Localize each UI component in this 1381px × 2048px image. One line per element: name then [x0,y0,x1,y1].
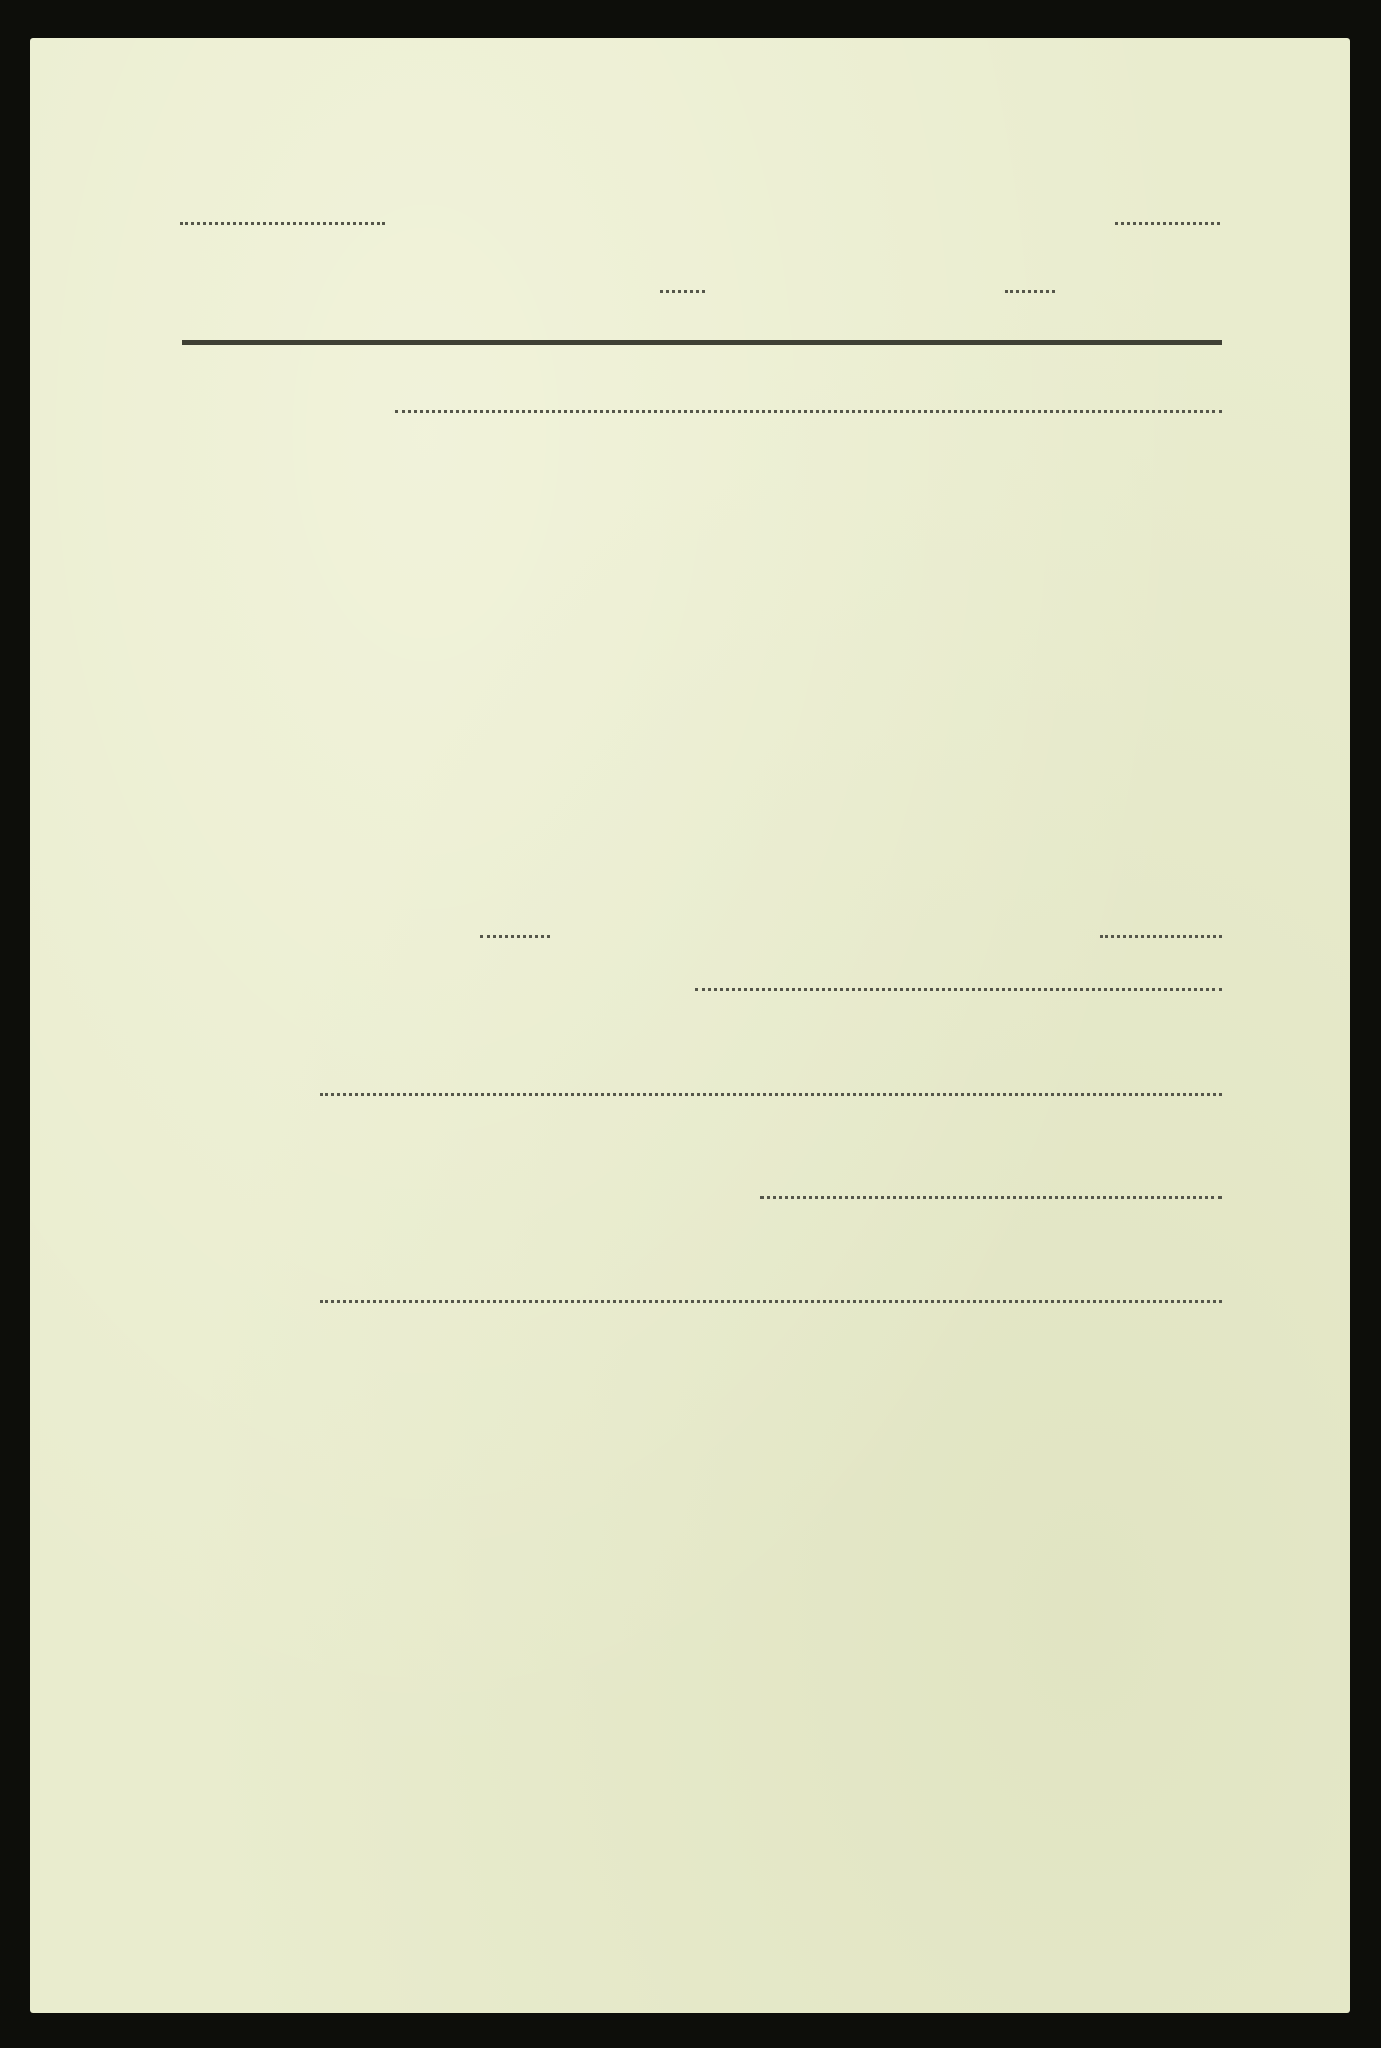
husliste-field-line [1005,290,1055,293]
citizenship-field-line [760,1196,1222,1199]
taellingskreds-field-line [660,290,705,293]
foreign-birthplace-field-line [320,1093,1222,1096]
religion-field-line [320,1300,1222,1303]
census-form-page [30,38,1350,2013]
city-field-line [180,222,385,225]
header-divider [182,340,1222,345]
birth-year-field-line [480,935,550,938]
form-title [180,140,1230,159]
full-name-field-line [395,410,1222,413]
birthplace-field-line [695,988,1222,991]
birth-month-field-line [1100,935,1222,938]
personseddel-field-line [1115,222,1220,225]
